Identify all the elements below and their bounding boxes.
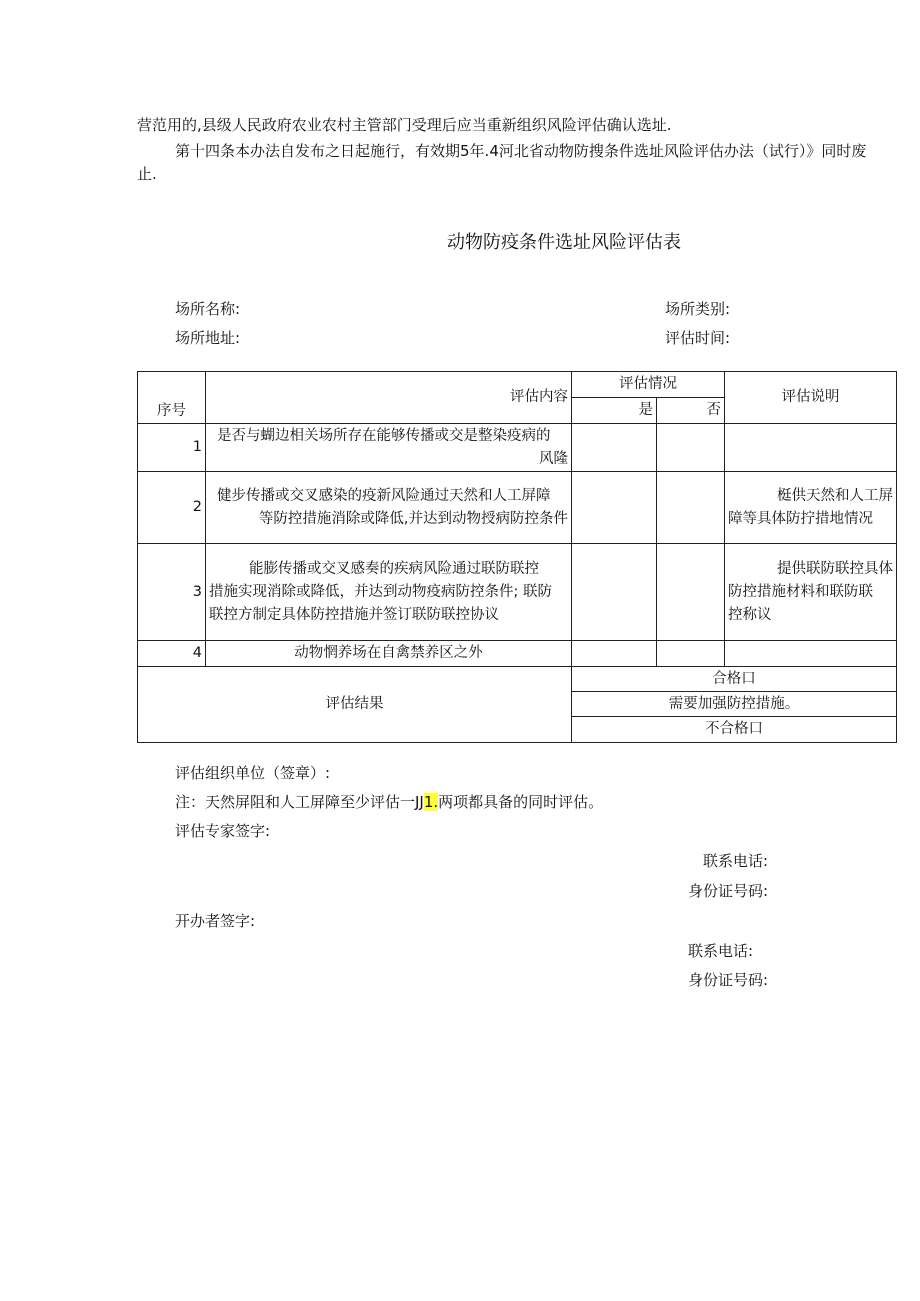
footnote-text-end: 两项都具备的同时评估。 <box>438 793 604 811</box>
result-label: 评估结果 <box>138 667 572 743</box>
table-row <box>138 472 897 544</box>
row-note <box>725 472 897 544</box>
header-seq: 序号 <box>138 372 206 424</box>
row-note <box>725 424 897 472</box>
yes-cell[interactable] <box>572 472 657 544</box>
no-cell[interactable] <box>657 472 725 544</box>
row-seq: 3 <box>138 544 206 641</box>
row-note-line: 防控措施材料和联防联 <box>728 583 873 600</box>
table-row <box>138 424 897 472</box>
row-content <box>206 544 572 641</box>
row-note <box>725 641 897 667</box>
paragraph-article-14: 第十四条本办法自发布之日起施行，有效期5年.4河北省动物防搜条件选址风险评估办法（试行）》同时废 <box>175 142 867 160</box>
assessment-table <box>137 371 897 743</box>
row-content-line: 健步传播或交叉感染的疫新风险通过天然和人工屏障 <box>217 487 551 504</box>
row-content-line: 能膨传播或交叉感奏的疾病风险通过联防联控 <box>249 560 539 577</box>
table-row <box>138 544 897 641</box>
footnote <box>175 791 603 812</box>
header-no: 否 <box>657 398 725 424</box>
no-cell[interactable] <box>657 641 725 667</box>
row-content <box>206 424 572 472</box>
footnote-text: 注：天然屏阻和人工屏障至少评估一JJ <box>175 793 424 811</box>
header-note: 评估说明 <box>725 372 897 424</box>
result-improve-option[interactable]: 需要加强防控措施。 <box>572 692 897 717</box>
result-pass-option[interactable]: 合格口 <box>572 667 897 692</box>
yes-cell[interactable] <box>572 544 657 641</box>
paragraph-line-1: 营范用的,县级人民政府农业农村主管部门受理后应当重新组织风险评估确认选址. <box>137 116 672 134</box>
applicant-phone-label: 联系电话: <box>688 942 754 960</box>
row-content: 动物惘养场在自禽禁养区之外 <box>206 641 572 667</box>
assessing-org-label: 评估组织单位（签章）: <box>175 764 331 782</box>
yes-cell[interactable] <box>572 641 657 667</box>
no-cell[interactable] <box>657 424 725 472</box>
site-name-label: 场所名称: <box>175 300 241 318</box>
row-note-line: 提供联防联控具体 <box>777 560 893 577</box>
site-address-label: 场所地址: <box>175 329 241 347</box>
row-note-line: 控称议 <box>728 606 772 623</box>
row-content-line: 联控方制定具体防控措施并签订联防联控协议 <box>209 606 499 623</box>
header-content: 评估内容 <box>206 372 572 424</box>
applicant-signature-label: 开办者签字: <box>175 912 256 930</box>
row-note <box>725 544 897 641</box>
row-seq: 2 <box>138 472 206 544</box>
applicant-id-label: 身份证号码: <box>688 971 769 989</box>
table-row <box>138 641 897 667</box>
header-status: 评估情况 <box>572 372 725 398</box>
paragraph-article-14-end: 止. <box>137 165 157 183</box>
result-fail-option[interactable]: 不合格口 <box>572 717 897 743</box>
assessment-time-label: 评估时间: <box>665 329 731 347</box>
row-content <box>206 472 572 544</box>
expert-id-label: 身份证号码: <box>688 882 769 900</box>
footnote-highlight: 1. <box>423 793 439 811</box>
expert-phone-label: 联系电话: <box>703 852 769 870</box>
row-content-line: 等防控措施消除或降低,并达到动物授病防控条件 <box>258 510 568 527</box>
form-title: 动物防疫条件选址风险评估表 <box>447 232 681 253</box>
site-type-label: 场所类别: <box>665 300 731 318</box>
row-content-line: 是否与蝴边相关场所存在能够传播或交是整染疫病的 <box>217 427 551 444</box>
yes-cell[interactable] <box>572 424 657 472</box>
row-content-line: 风隆 <box>539 450 568 467</box>
row-seq: 4 <box>138 641 206 667</box>
row-note-line: 梃供天然和人工屏 <box>777 487 893 504</box>
row-content-line: 措施实现消除或降低，并达到动物疫病防控条件; 联防 <box>209 583 552 600</box>
header-yes: 是 <box>572 398 657 424</box>
row-seq: 1 <box>138 424 206 472</box>
no-cell[interactable] <box>657 544 725 641</box>
expert-signature-label: 评估专家签字: <box>175 822 271 840</box>
row-note-line: 障等具体防拧措地情况 <box>728 510 873 527</box>
